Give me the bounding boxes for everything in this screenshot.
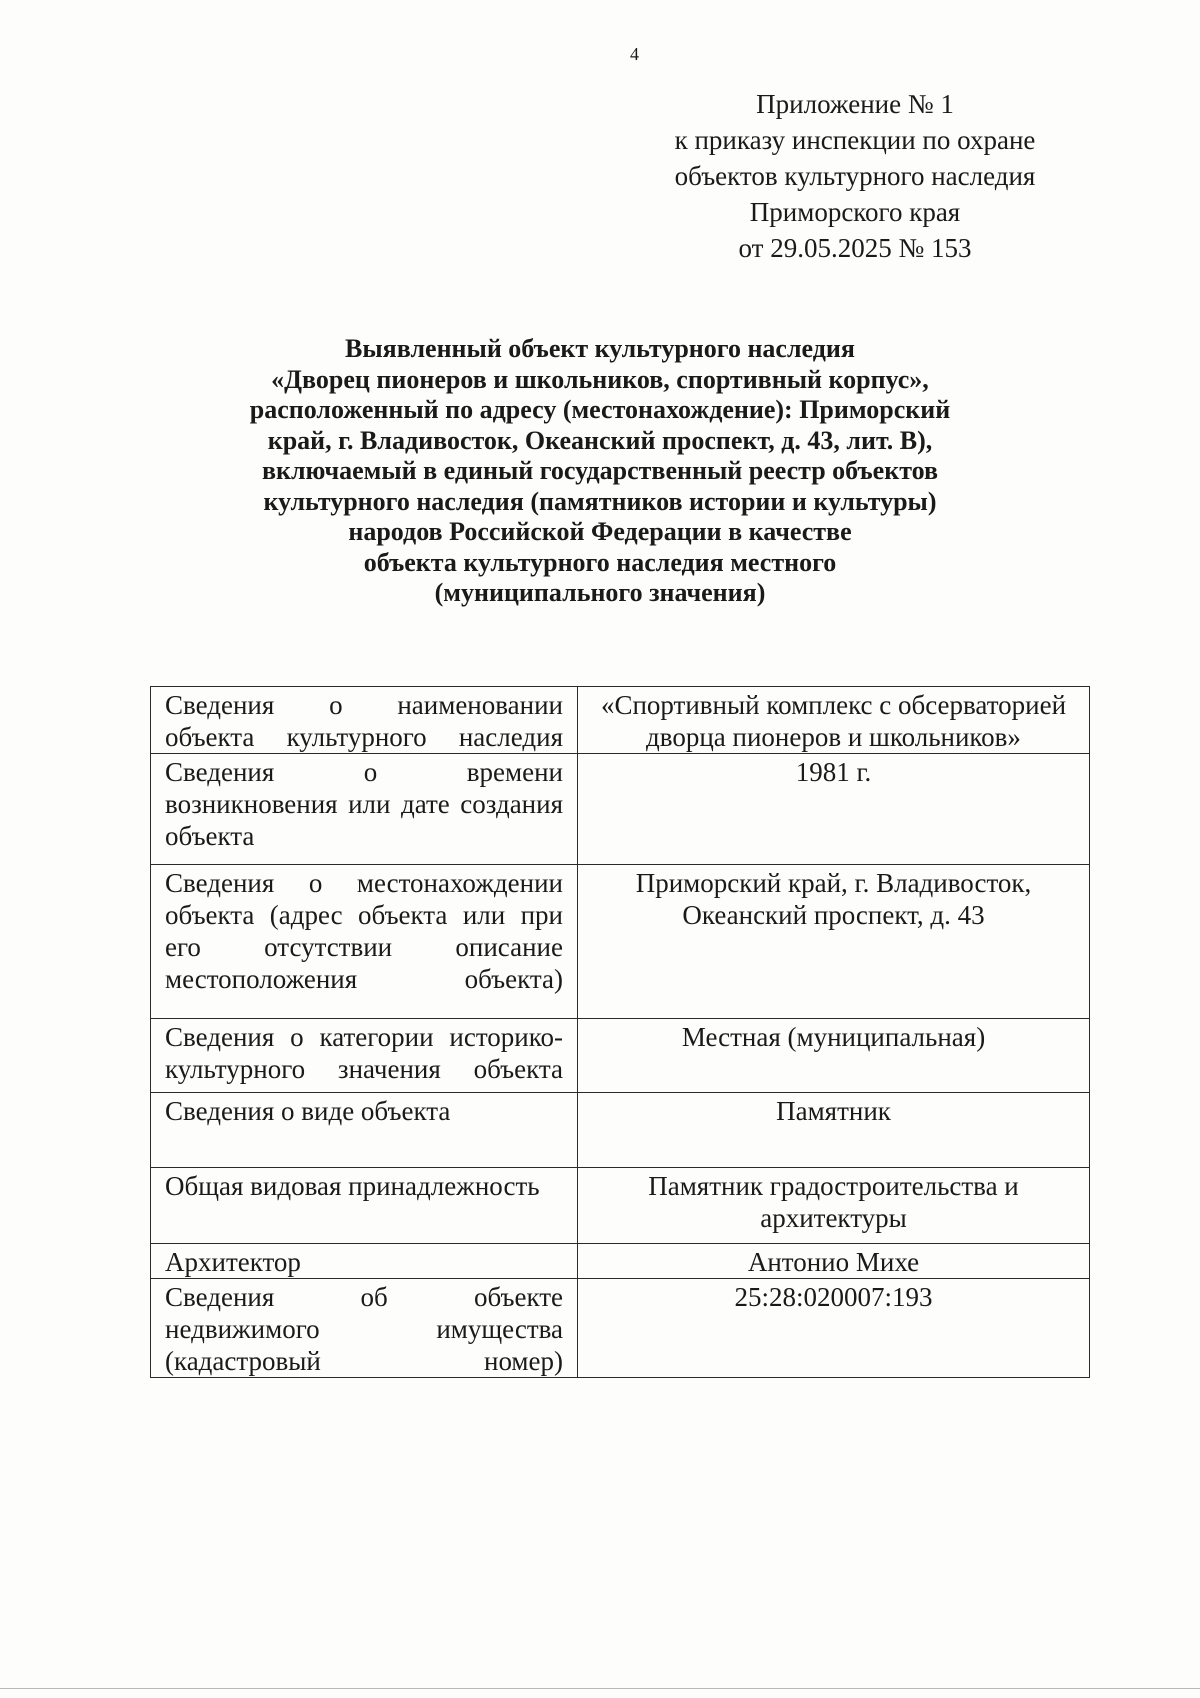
document-title: [150, 334, 1050, 609]
row-value: Местная (муниципальная): [578, 1019, 1090, 1093]
scan-edge-line: [0, 1688, 1200, 1689]
row-label: Сведения о местонахождении объекта (адрес объекта или при его отсутствии описание местоположения объекта): [151, 865, 578, 1019]
row-value: Антонио Михе: [578, 1244, 1090, 1279]
row-label: Сведения о категории историко-культурного значения объекта: [151, 1019, 578, 1093]
row-label: Сведения о виде объекта: [151, 1093, 578, 1168]
table-row: [151, 1093, 1090, 1168]
title-line: расположенный по адресу (местонахождение): Приморский: [249, 395, 951, 424]
title-line: культурного наследия (памятников истории и культуры): [263, 486, 937, 516]
title-line: объекта культурного наследия местного: [363, 547, 837, 577]
table-row: [151, 865, 1090, 1019]
title-line: включаемый в единый государственный реестр объектов: [261, 456, 939, 485]
row-value: Приморский край, г. Владивосток, Океанский проспект, д. 43: [578, 865, 1090, 1019]
page-number: 4: [630, 44, 639, 64]
table-row: [151, 1244, 1090, 1279]
table-row: [151, 687, 1090, 754]
row-label: Сведения о наименовании объекта культурного наследия: [151, 687, 578, 754]
annex-line: Приложение № 1: [756, 89, 954, 119]
annex-line: от 29.05.2025 № 153: [738, 233, 972, 263]
row-value: Памятник: [578, 1093, 1090, 1168]
table-row: [151, 1019, 1090, 1093]
title-line: «Дворец пионеров и школьников, спортивный корпус»,: [271, 364, 929, 394]
annex-line: объектов культурного наследия: [674, 161, 1036, 191]
row-label: Общая видовая принадлежность: [151, 1168, 578, 1244]
table-row: [151, 1279, 1090, 1378]
title-line: край, г. Владивосток, Океанский проспект, д. 43, лит. В),: [267, 425, 933, 455]
table-row: [151, 1168, 1090, 1244]
object-info-table: [150, 686, 1090, 1378]
row-label: Сведения об объекте недвижимого имущества (кадастровый номер): [151, 1279, 578, 1378]
row-label: Сведения о времени возникновения или дате создания объекта: [151, 754, 578, 865]
annex-header: [640, 86, 1070, 266]
annex-line: Приморского края: [749, 197, 961, 227]
row-value: 25:28:020007:193: [578, 1279, 1090, 1378]
row-value: «Спортивный комплекс с обсерваторией дворца пионеров и школьников»: [578, 687, 1090, 754]
row-value: Памятник градостроительства и архитектуры: [578, 1168, 1090, 1244]
title-line: народов Российской Федерации в качестве: [348, 517, 852, 546]
table-row: [151, 754, 1090, 865]
title-line: (муниципального значения): [434, 578, 766, 607]
row-value: 1981 г.: [578, 754, 1090, 865]
title-line: Выявленный объект культурного наследия: [345, 334, 855, 363]
row-label: Архитектор: [151, 1244, 578, 1279]
annex-line: к приказу инспекции по охране: [674, 125, 1036, 155]
